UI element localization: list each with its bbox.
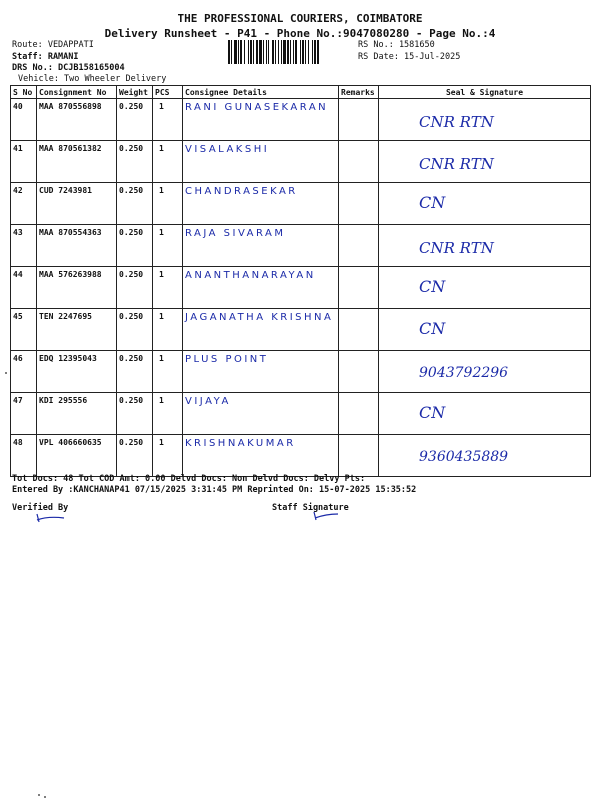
row-sno: 43 [11, 225, 37, 267]
row-consignment-no: EDQ 12395043 [37, 351, 117, 393]
handwritten-signature: CN [419, 403, 446, 422]
barcode-bar [283, 40, 286, 64]
barcode-bar [317, 40, 319, 64]
table-row [11, 225, 591, 267]
table-row [11, 267, 591, 309]
barcode-bar [231, 40, 232, 64]
handwritten-consignee: JAGANATHA KRISHNA [185, 312, 334, 323]
row-pcs: 1 [153, 99, 183, 141]
barcode-bar [312, 40, 313, 64]
table-row [11, 309, 591, 351]
row-remarks [339, 267, 379, 309]
row-remarks [339, 309, 379, 351]
row-consignee [183, 183, 339, 225]
row-pcs: 1 [153, 183, 183, 225]
row-consignee [183, 99, 339, 141]
handwritten-signature: CNR RTN [419, 113, 494, 131]
row-signature [379, 309, 591, 351]
runsheet-table [10, 85, 591, 477]
table-header-row [11, 86, 591, 99]
row-remarks [339, 435, 379, 477]
handwritten-consignee: PLUS POINT [185, 354, 269, 365]
staff-signature-label: Staff Signature [272, 503, 349, 513]
row-pcs: 1 [153, 225, 183, 267]
row-weight: 0.250 [117, 183, 153, 225]
table-row [11, 99, 591, 141]
col-sno: S No [11, 86, 37, 99]
col-remarks: Remarks [339, 86, 379, 99]
row-consignee [183, 435, 339, 477]
handwritten-consignee: KRISHNAKUMAR [185, 438, 296, 449]
barcode-bar [293, 40, 294, 64]
barcode-bar [259, 40, 262, 64]
handwritten-consignee: VIJAYA [185, 396, 231, 407]
row-pcs: 1 [153, 393, 183, 435]
barcode-bar [234, 40, 237, 64]
row-consignment-no: KDI 295556 [37, 393, 117, 435]
handwritten-signature: CNR RTN [419, 239, 494, 257]
row-sno: 47 [11, 393, 37, 435]
row-pcs: 1 [153, 267, 183, 309]
handwritten-signature: CN [419, 319, 446, 338]
row-remarks [339, 393, 379, 435]
barcode-bar [281, 40, 282, 64]
row-signature [379, 183, 591, 225]
rs-number: RS No.: 1581650 [358, 40, 435, 50]
col-pcs: PCS [153, 86, 183, 99]
table-row [11, 393, 591, 435]
verified-by-label: Verified By [12, 503, 69, 513]
barcode-bar [268, 40, 269, 64]
row-pcs: 1 [153, 435, 183, 477]
totals-line: Tot Docs: 48 Tot COD Amt: 0.00 Delvd Docs: Non Delvd Docs: Delvy Pts: [12, 474, 366, 484]
drs-number: DRS No.: DCJB158165004 [12, 63, 125, 73]
barcode-icon [228, 40, 354, 64]
barcode-bar [295, 40, 297, 64]
row-weight: 0.250 [117, 267, 153, 309]
handwritten-consignee: RANI GUNASEKARAN [185, 102, 329, 113]
barcode-bar [248, 40, 249, 64]
row-sno: 48 [11, 435, 37, 477]
barcode-bar [266, 40, 267, 64]
barcode-bar [250, 40, 252, 64]
scan-speck [44, 796, 46, 798]
barcode-bar [308, 40, 309, 64]
barcode-bar [305, 40, 306, 64]
route-label: Route: VEDAPPATI [12, 40, 94, 50]
row-remarks [339, 351, 379, 393]
row-signature [379, 267, 591, 309]
handwritten-signature: CN [419, 193, 446, 212]
barcode-bar [275, 40, 276, 64]
rs-date: RS Date: 15-Jul-2025 [358, 52, 461, 62]
row-weight: 0.250 [117, 225, 153, 267]
staff-signature-mark [310, 510, 350, 522]
row-consignment-no: TEN 2247695 [37, 309, 117, 351]
row-signature [379, 435, 591, 477]
handwritten-signature: 9360435889 [419, 449, 509, 465]
barcode-bar [287, 40, 289, 64]
row-sno: 44 [11, 267, 37, 309]
row-consignment-no: VPL 406660635 [37, 435, 117, 477]
row-remarks [339, 225, 379, 267]
col-consignee: Consignee Details [183, 86, 339, 99]
company-title: THE PROFESSIONAL COURIERS, COIMBATORE [177, 12, 423, 25]
barcode-bar [256, 40, 258, 64]
row-consignment-no: MAA 870554363 [37, 225, 117, 267]
table-row [11, 141, 591, 183]
staff-label: Staff: RAMANI [12, 52, 79, 62]
barcode-bar [238, 40, 239, 64]
row-sno: 40 [11, 99, 37, 141]
col-signature: Seal & Signature [379, 86, 591, 99]
scan-speck [5, 372, 7, 374]
row-signature [379, 225, 591, 267]
handwritten-signature: 9043792296 [419, 365, 509, 381]
handwritten-consignee: VISALAKSHI [185, 144, 270, 155]
barcode-bar [278, 40, 279, 64]
row-sno: 45 [11, 309, 37, 351]
verified-signature-mark [34, 512, 74, 524]
row-weight: 0.250 [117, 309, 153, 351]
row-sno: 42 [11, 183, 37, 225]
handwritten-signature: CN [419, 277, 446, 296]
row-signature [379, 393, 591, 435]
row-consignment-no: MAA 870556898 [37, 99, 117, 141]
handwritten-consignee: ANANTHANARAYAN [185, 270, 316, 281]
barcode-bar [300, 40, 301, 64]
row-consignment-no: MAA 576263988 [37, 267, 117, 309]
table-row [11, 351, 591, 393]
row-remarks [339, 99, 379, 141]
entered-by-line: Entered By :KANCHANAP41 07/15/2025 3:31:45 PM Reprinted On: 15-07-2025 15:35:52 [12, 485, 417, 495]
barcode-bar [290, 40, 291, 64]
handwritten-signature: CNR RTN [419, 155, 494, 173]
row-consignee [183, 225, 339, 267]
row-remarks [339, 183, 379, 225]
handwritten-consignee: RAJA SIVARAM [185, 228, 286, 239]
row-signature [379, 351, 591, 393]
barcode-bar [228, 40, 230, 64]
barcode-bar [314, 40, 316, 64]
row-consignment-no: CUD 7243981 [37, 183, 117, 225]
col-weight: Weight [117, 86, 153, 99]
runsheet-title: Delivery Runsheet - P41 - Phone No.:9047080280 - Page No.:4 [104, 27, 496, 40]
row-weight: 0.250 [117, 351, 153, 393]
row-pcs: 1 [153, 309, 183, 351]
barcode-bar [263, 40, 264, 64]
barcode-bar [253, 40, 254, 64]
row-sno: 46 [11, 351, 37, 393]
row-consignee [183, 141, 339, 183]
vehicle-label: Vehicle: Two Wheeler Delivery [18, 74, 167, 84]
barcode-bar [240, 40, 242, 64]
table-row [11, 183, 591, 225]
row-weight: 0.250 [117, 435, 153, 477]
row-signature [379, 99, 591, 141]
scan-speck [38, 794, 40, 796]
barcode-bar [272, 40, 274, 64]
row-consignment-no: MAA 870561382 [37, 141, 117, 183]
row-consignee [183, 351, 339, 393]
barcode-bar [302, 40, 304, 64]
row-signature [379, 141, 591, 183]
col-consignment: Consignment No [37, 86, 117, 99]
row-pcs: 1 [153, 141, 183, 183]
row-sno: 41 [11, 141, 37, 183]
row-consignee [183, 393, 339, 435]
row-consignee [183, 267, 339, 309]
row-weight: 0.250 [117, 141, 153, 183]
row-consignee [183, 309, 339, 351]
row-weight: 0.250 [117, 393, 153, 435]
barcode-bar [244, 40, 245, 64]
table-row [11, 435, 591, 477]
row-weight: 0.250 [117, 99, 153, 141]
row-remarks [339, 141, 379, 183]
handwritten-consignee: CHANDRASEKAR [185, 186, 298, 197]
row-pcs: 1 [153, 351, 183, 393]
